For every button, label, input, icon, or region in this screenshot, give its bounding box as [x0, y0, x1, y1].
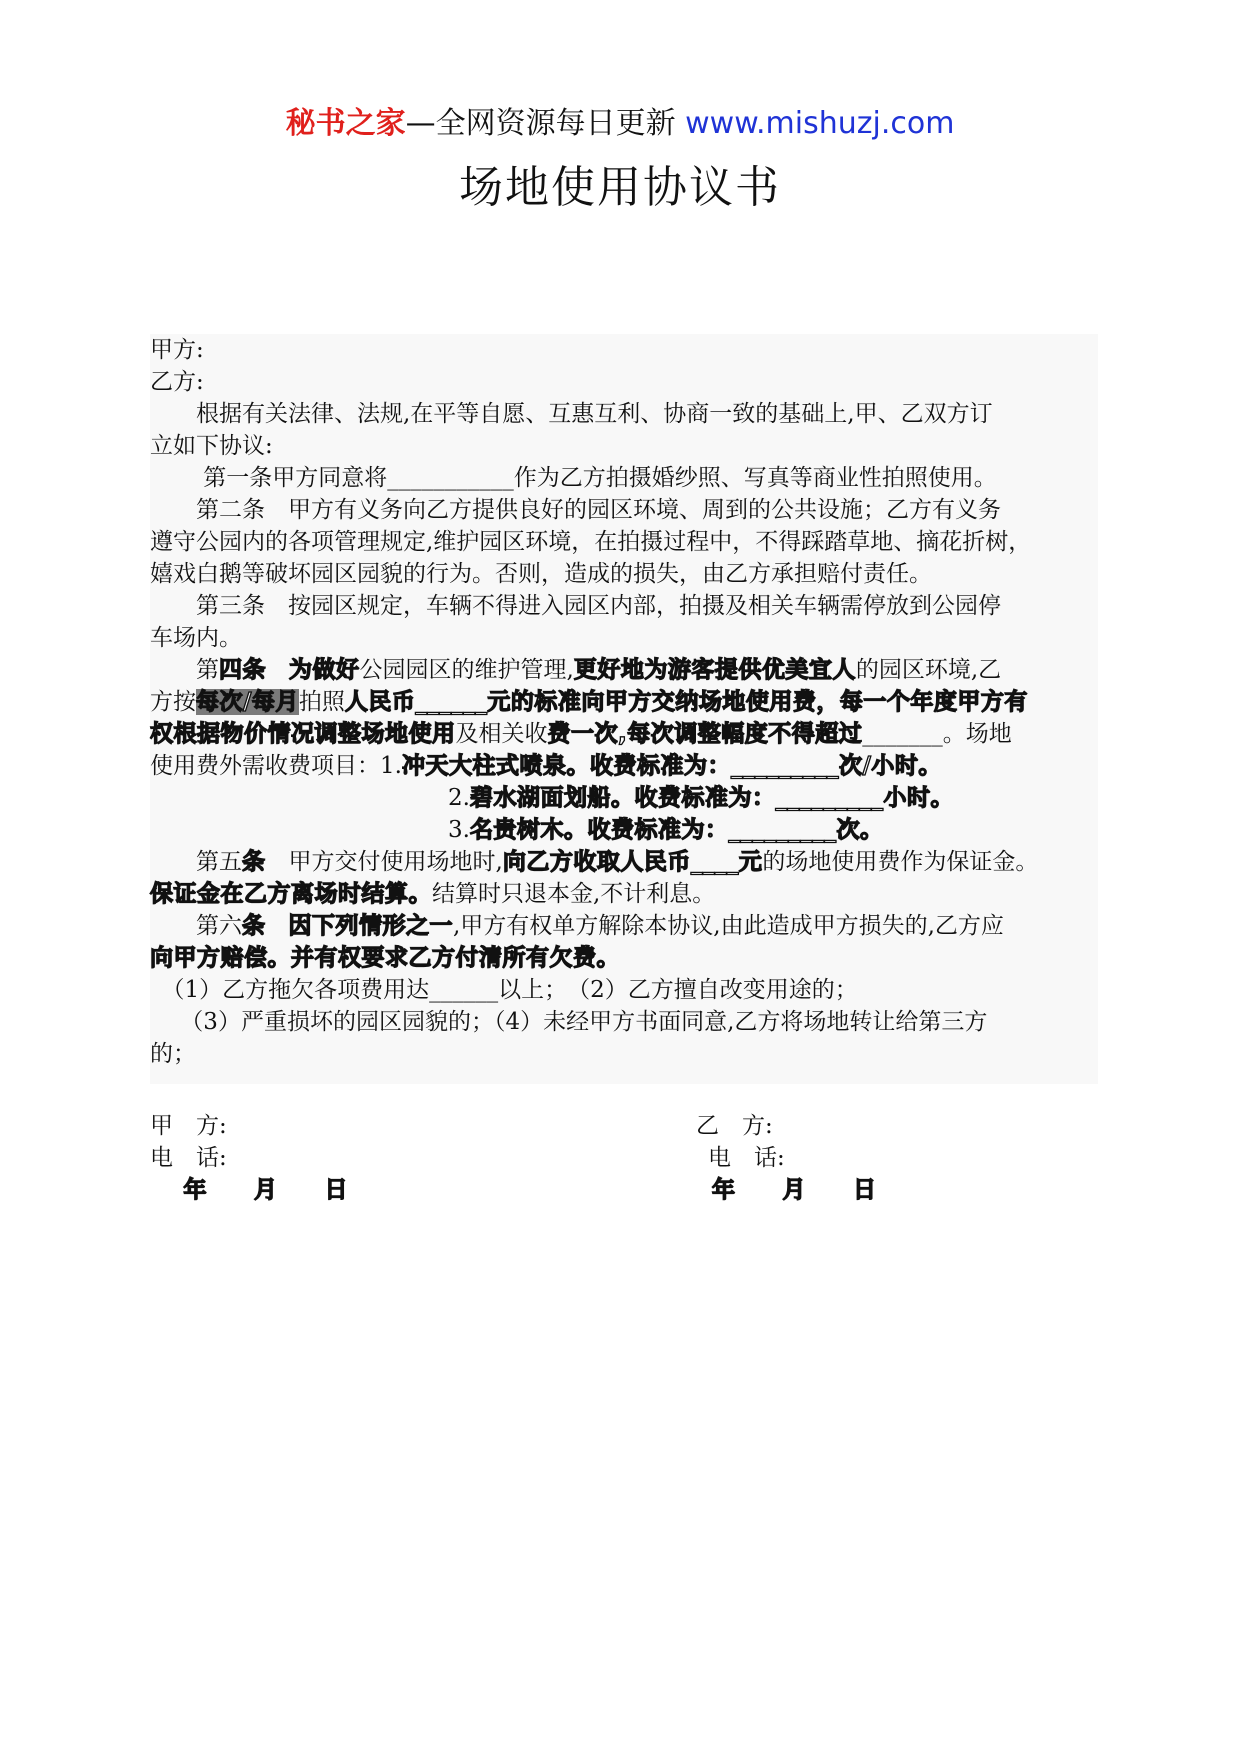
clause-4-line-4: 使用费外需收费项目：1.冲天大柱式喷泉。收费标准为：_________次/小时。	[150, 753, 942, 779]
clause-4-line-2: 方按每次/每月拍照人民币______元的标准向甲方交纳场地使用费，每一个年度甲方有	[150, 689, 1028, 715]
terms-item-line-2: （3）严重损坏的园区园貌的；（4）未经甲方书面同意,乙方将场地转让给第三方	[150, 1009, 988, 1035]
clause-1: 第一条甲方同意将___________作为乙方拍摄婚纱照、写真等商业性拍照使用。	[150, 465, 997, 491]
highlighted-field: 每次/每月	[196, 689, 299, 715]
party-b-line: 乙方:	[150, 369, 204, 395]
banner-url[interactable]: www.mishuzj.com	[685, 106, 955, 141]
signature-date-b: 年 月 日	[712, 1177, 877, 1203]
terms-item-line-3: 的；	[150, 1041, 196, 1067]
signature-phone-a: 电 话:	[150, 1145, 227, 1171]
terms-item-line-1: （1）乙方拖欠各项费用达______以上； （2）乙方擅自改变用途的；	[150, 977, 858, 1003]
clause-5-line-1: 第五条 甲方交付使用场地时,向乙方收取人民币____元的场地使用费作为保证金。	[150, 849, 1039, 875]
preamble-line-1: 根据有关法律、法规,在平等自愿、互惠互利、协商一致的基础上,甲、乙双方订	[150, 401, 993, 427]
clause-5-line-2: 保证金在乙方离场时结算。结算时只退本金,不计利息。	[150, 881, 716, 907]
site-banner	[0, 104, 1240, 144]
clause-3-line-1: 第三条 按园区规定，车辆不得进入园区内部，拍摄及相关车辆需停放到公园停	[150, 593, 1001, 619]
clause-2-line-1: 第二条 甲方有义务向乙方提供良好的园区环境、周到的公共设施；乙方有义务	[150, 497, 1001, 523]
clause-2-line-3: 嬉戏白鹅等破坏园区园貌的行为。否则，造成的损失，由乙方承担赔付责任。	[150, 561, 932, 587]
banner-tagline: —全网资源每日更新	[405, 106, 686, 141]
clause-4-item-2: 2.碧水湖面划船。收费标准为：_________小时。	[448, 785, 954, 811]
clause-6-line-1: 第六条 因下列情形之一,甲方有权单方解除本协议,由此造成甲方损失的,乙方应	[150, 913, 1004, 939]
signature-phone-b: 电 话:	[708, 1145, 785, 1171]
clause-2-line-2: 遵守公园内的各项管理规定,维护园区环境，在拍摄过程中，不得踩踏草地、摘花折树，	[150, 529, 1032, 555]
signature-party-b: 乙 方:	[696, 1113, 773, 1139]
clause-4-line-1: 第四条 为做好公园园区的维护管理,更好地为游客提供优美宜人的园区环境,乙	[150, 657, 1002, 683]
preamble-line-2: 立如下协议:	[150, 433, 273, 459]
banner-brand: 秘书之家	[285, 106, 406, 141]
clause-6-line-2: 向甲方赔偿。并有权要求乙方付清所有欠费。	[150, 945, 620, 971]
clause-4-line-3: 权根据物价情况调整场地使用及相关收费一次,每次调整幅度不得超过_______。场地	[150, 721, 1012, 747]
document-title: 场地使用协议书	[459, 162, 781, 213]
clause-4-item-3: 3.名贵树木。收费标准为：_________次。	[448, 817, 884, 843]
signature-date-a: 年 月 日	[160, 1177, 348, 1203]
party-a-line: 甲方:	[150, 337, 204, 363]
clause-3-line-2: 车场内。	[150, 625, 242, 651]
signature-party-a: 甲 方:	[150, 1113, 227, 1139]
